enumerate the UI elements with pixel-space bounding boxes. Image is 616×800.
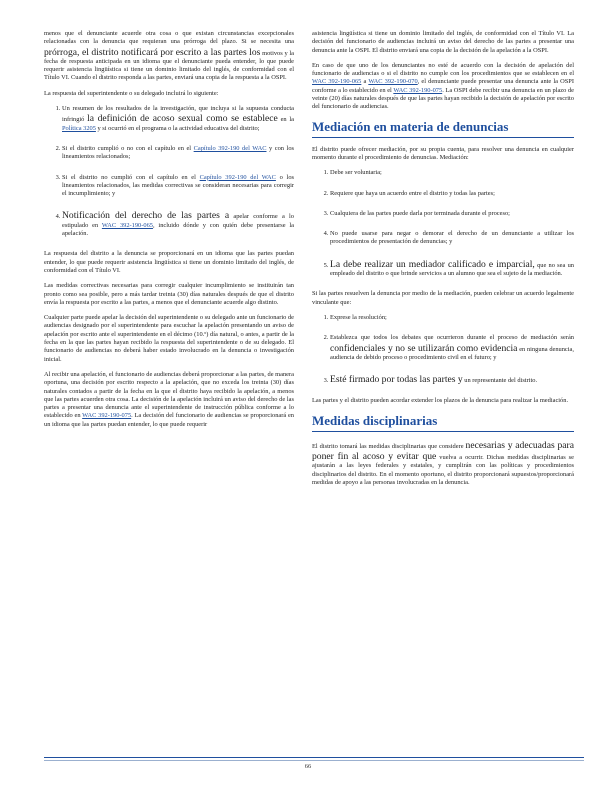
paragraph: [44, 30, 294, 83]
list-item: 4. No puede usarse para negar o demorar el derecho de un denunciante a utilizar los procedimientos de presentación de denuncias; y: [330, 230, 574, 247]
list-item: 3. Si el distrito no cumplió con el capítulo en el Capítulo 392-190 del WAC o los lineamientos relacionados, las medidas correctivas se consideran necesarias para corregir el incumplimiento; y: [62, 174, 294, 199]
paragraph: Las medidas correctivas necesarias para corregir cualquier incumplimiento se instituirán tan pronto como sea posible, pero a más tardar treinta (30) días naturales después de que el distrito envía la respuesta por escrito a las partes, a menos que el denunciante acuerde algo distinto.: [44, 282, 294, 306]
footer-rule-thin: [44, 760, 584, 761]
policy-link[interactable]: Política 3205: [62, 124, 96, 132]
wac-link[interactable]: WAC 392-190-065: [312, 78, 362, 86]
response-list: [44, 105, 294, 238]
paragraph: La respuesta del superintendente o su delegado incluirá lo siguiente:: [44, 89, 219, 97]
section-heading-mediation: Mediación en materia de denuncias: [312, 119, 574, 138]
list-item: 1. Exprese la resolución;: [330, 314, 574, 322]
paragraph: Si las partes resuelven la denuncia por medio de la mediación, pueden celebrar un acuerdo legalmente vinculante que:: [312, 290, 574, 306]
paragraph: La respuesta del distrito a la denuncia se proporcionará en un idioma que las partes puedan entender, lo que puede requerir asistencia lingüística si tiene un dominio limitado del inglés, de conformidad con el Título VI.: [44, 250, 294, 274]
list-item: 1. Un resumen de los resultados de la investigación, que incluya si la supuesta conducta infringió la definición de acoso sexual como se establece en la Política 3205 y si ocurrió en el programa o la actividad educativa del distrito;: [62, 105, 294, 133]
text-large: prórroga, el distrito notificará por escrito a las partes los: [44, 46, 261, 58]
left-column: [44, 30, 294, 436]
wac-link[interactable]: Capítulo 392-190 del WAC: [193, 144, 267, 152]
list-item: 2. Establezca que todos los debates que ocurrieron durante el proceso de mediación serán confidenciales y no se utilizarán como evidencia en ninguna denuncia, audiencia de debido proceso o procedimiento civil en el futuro; y: [330, 334, 574, 362]
wac-link[interactable]: WAC 392-190-075: [82, 412, 132, 420]
wac-link[interactable]: WAC 392-190-075: [393, 86, 443, 94]
list-item: 4. Notificación del derecho de las partes a apelar conforme a lo estipulado en WAC 392-190-065, incluido dónde y con quién debe presentarse la apelación.: [62, 210, 294, 238]
page-number: 66: [304, 763, 312, 770]
paragraph: En caso de que uno de los denunciantes no esté de acuerdo con la decisión de apelación del funcionario de audiencias o si el distrito no cumple con los procedimientos que se establecen en el WAC 392-190-065 a WAC 392-190-070, el denunciante puede presentar una denuncia ante la OSPI conforme a lo establecido en el WAC 392-190-075. La OSPI debe recibir una denuncia en un plazo de veinte (20) días naturales después de que las partes hayan recibido la decisión de apelación por escrito del funcionario de audiencias.: [312, 61, 574, 111]
text: menos que el denunciante acuerde otra cosa o que existan circunstancias excepcionales relacionadas con la denuncia que requieran una prórroga del plazo. Si se necesita una: [44, 30, 294, 46]
list-item: 5. La debe realizar un mediador calificado e imparcial, que no sea un empleado del distrito o que brinde servicios a un alumno que sea el sujeto de la mediación.: [330, 259, 574, 279]
mediation-list: [312, 169, 574, 278]
list-item: 1. Debe ser voluntaria;: [330, 169, 574, 177]
text: motivos y la fecha de respuesta anticipada en un idioma que el denunciante pueda entender, lo que puede requerir asistencia lingüística si tiene un dominio limitado del inglés, de conformidad con el Título VI. Cuando el distrito responda a las partes, enviará una copia de la respuesta a la OSPI.: [44, 49, 294, 82]
list-item: 3. Cualquiera de las partes puede darla por terminada durante el proceso;: [330, 210, 574, 218]
footer-rule: [44, 757, 584, 758]
paragraph: Al recibir una apelación, el funcionario de audiencias deberá proporcionar a las partes, de manera oportuna, una decisión por escrito respecto a la apelación, que no exceda los treinta (30) días naturales contados a partir de la fecha en la que el distrito haya recibido la apelación, a menos que las partes acuerden otra cosa. La decisión de la apelación incluirá un aviso del derecho de las partes a presentar una denuncia ante el superintendente de instrucción pública conforme a lo establecido en WAC 392-190-075. La decisión del funcionario de audiencias se proporcionará en un idioma que las partes puedan entender, lo que puede requerir: [44, 370, 294, 428]
paragraph: Cualquier parte puede apelar la decisión del superintendente o su delegado ante un funcionario de audiencias designado por el superintendente para escuchar la apelación presentando un aviso de apelación por escrito ante el superintendente en el décimo (10.º) día natural, o antes, a partir de la fecha en la que las partes hayan recibido la respuesta del superintendente o de su delegado. El funcionario de audiencias no deberá haber estado involucrado en la denuncia o investigación inicial.: [44, 314, 294, 363]
wac-link[interactable]: WAC 392-190-065: [101, 221, 153, 229]
agreement-list: [312, 314, 574, 385]
list-item: 2. Si el distrito cumplió o no con el capítulo en el Capítulo 392-190 del WAC y con los lineamientos relacionados;: [62, 145, 294, 162]
right-column: [312, 30, 574, 494]
wac-link[interactable]: WAC 392-190-070: [368, 78, 418, 86]
paragraph: El distrito puede ofrecer mediación, por su propia cuenta, para resolver una denuncia en cualquier momento durante el procedimiento de denuncias. Mediación:: [312, 145, 574, 161]
section-heading-discipline: Medidas disciplinarias: [312, 413, 574, 432]
list-item: 3. Esté firmado por todas las partes y un representante del distrito.: [330, 374, 574, 385]
paragraph: Las partes y el distrito pueden acordar extender los plazos de la denuncia para realizar la mediación.: [312, 397, 569, 405]
list-item: 2. Requiere que haya un acuerdo entre el distrito y todas las partes;: [330, 190, 574, 198]
paragraph: asistencia lingüística si tiene un dominio limitado del inglés, de conformidad con el Título VI. La decisión del funcionario de audiencias incluirá un aviso del derecho de las partes a presentar una denuncia ante la OSPI. El distrito enviará una copia de la decisión de la apelación a la OSPI.: [312, 30, 574, 54]
wac-link[interactable]: Capítulo 392-190 del WAC: [199, 173, 276, 181]
paragraph: El distrito tomará las medidas disciplinarias que considere necesarias y adecuadas para poner fin al acoso y evitar que vuelva a ocurrir. Dichas medidas disciplinarias se ajustarán a las leyes federales y estatales, y cumplirán con las políticas y procedimientos disciplinarios del distrito. En el momento oportuno, el distrito proporcionará supuestos/proporcionará medidas de apoyo a las personas involucradas en la denuncia.: [312, 439, 574, 486]
